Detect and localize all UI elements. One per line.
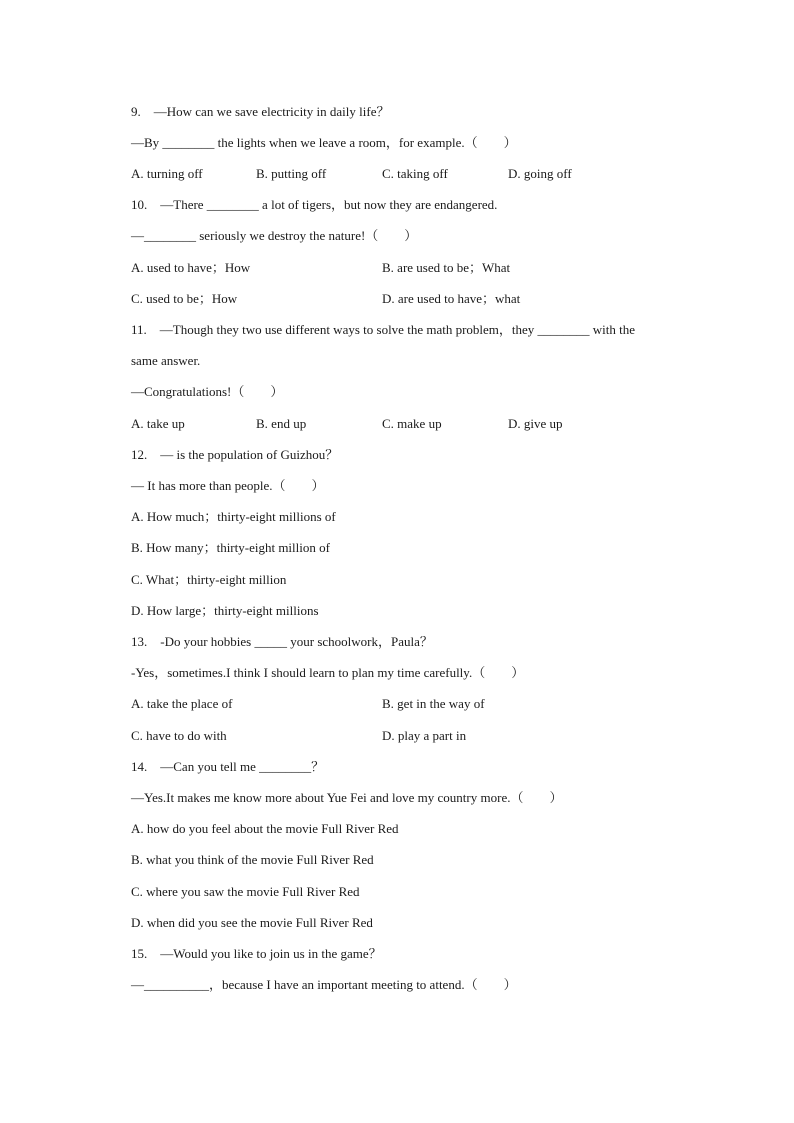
q12-option-d: D. How large；thirty-eight millions — [131, 603, 319, 618]
q10-answer-line: —________ seriously we destroy the nature!（ ） — [131, 228, 418, 243]
q9-option-d: D. going off — [508, 166, 572, 181]
q10-option-b: B. are used to be；What — [382, 260, 511, 275]
q12-answer-line: — It has more than people.（ ） — [131, 478, 325, 493]
q13-answer-line: -Yes，sometimes.I think I should learn to plan my time carefully.（ ） — [131, 665, 525, 680]
q13-option-a: A. take the place of — [131, 696, 233, 711]
q9-answer-line: —By ________ the lights when we leave a room，for example.（ ） — [131, 135, 517, 150]
q13-question-line: 13. -Do your hobbies _____ your schoolwork，Paula？ — [131, 634, 433, 649]
q12-question-line: 12. — is the population of Guizhou？ — [131, 447, 339, 462]
q10-option-a: A. used to have；How — [131, 260, 251, 275]
q9-question-line: 9. —How can we save electricity in daily life？ — [131, 104, 390, 119]
q12-option-c: C. What；thirty-eight million — [131, 572, 287, 587]
q10-option-d: D. are used to have；what — [382, 291, 521, 306]
q11-option-b: B. end up — [256, 416, 307, 431]
q9-option-a: A. turning off — [131, 166, 203, 181]
q11-option-d: D. give up — [508, 416, 563, 431]
q14-question-line: 14. —Can you tell me ________？ — [131, 759, 325, 774]
q13-option-b: B. get in the way of — [382, 696, 485, 711]
q15-question-line: 15. —Would you like to join us in the game？ — [131, 946, 382, 961]
q11-answer-line: —Congratulations!（ ） — [131, 384, 284, 399]
q14-answer-line: —Yes.It makes me know more about Yue Fei and love my country more.（ ） — [131, 790, 563, 805]
q13-option-c: C. have to do with — [131, 728, 227, 743]
q12-option-a: A. How much；thirty-eight millions of — [131, 509, 336, 524]
q9-option-c: C. taking off — [382, 166, 448, 181]
q11-option-c: C. make up — [382, 416, 442, 431]
q15-answer-line: —__________，because I have an important meeting to attend.（ ） — [131, 977, 517, 992]
q14-option-d: D. when did you see the movie Full River Red — [131, 915, 373, 930]
q14-option-b: B. what you think of the movie Full River Red — [131, 852, 374, 867]
q9-option-b: B. putting off — [256, 166, 327, 181]
q14-option-c: C. where you saw the movie Full River Red — [131, 884, 360, 899]
q11-option-a: A. take up — [131, 416, 185, 431]
q10-question-line: 10. —There ________ a lot of tigers，but now they are endangered. — [131, 197, 498, 212]
q11-question-line: 11. —Though they two use different ways to solve the math problem，they ________ with the — [131, 322, 636, 337]
q11-question-line-cont: same answer. — [131, 353, 201, 368]
q14-option-a: A. how do you feel about the movie Full River Red — [131, 821, 399, 836]
q13-option-d: D. play a part in — [382, 728, 467, 743]
q12-option-b: B. How many；thirty-eight million of — [131, 540, 330, 555]
q10-option-c: C. used to be；How — [131, 291, 238, 306]
